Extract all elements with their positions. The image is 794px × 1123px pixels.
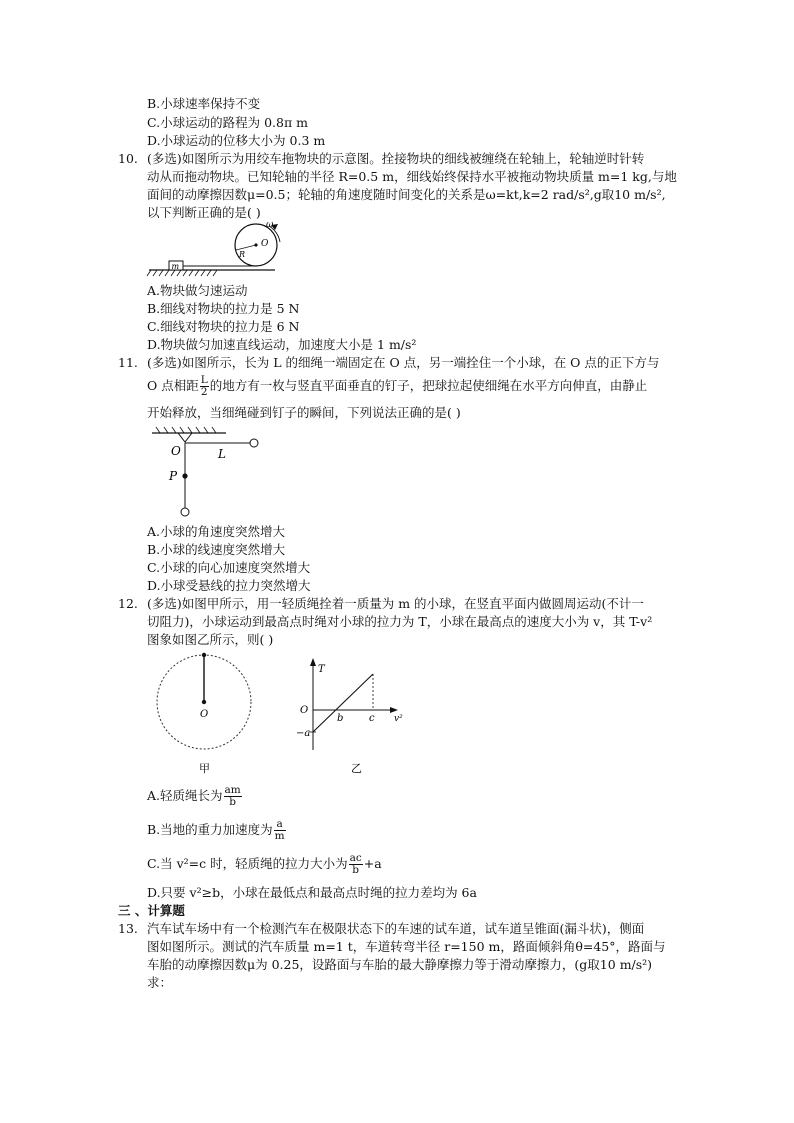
q10-stem-line1: (多选)如图所示为用绞车拖物块的示意图。拴接物块的细线被缠绕在轮轴上，轮轴逆时针转 bbox=[147, 151, 645, 166]
q11-line2-start: O 点相距 bbox=[147, 378, 199, 393]
q11-stem-line3: 开始释放，当细绳碰到钉子的瞬间，下列说法正确的是( ) bbox=[147, 405, 461, 420]
q10-option-d: D.物块做匀加速直线运动，加速度大小是 1 m/s² bbox=[147, 337, 417, 352]
q11-option-c: C.小球的向心加速度突然增大 bbox=[147, 560, 311, 575]
q12-option-a: A.轻质绳长为 $\frac{am}{b}$ bbox=[147, 784, 241, 808]
block-label: m bbox=[171, 262, 180, 271]
q10-stem-line4: 以下判断正确的是( ) bbox=[147, 205, 261, 220]
q10-option-a: A.物块做匀速运动 bbox=[147, 283, 248, 298]
ball-horizontal bbox=[250, 439, 258, 447]
q11-option-d: D.小球受悬线的拉力突然增大 bbox=[147, 578, 311, 593]
q11-fraction: $\frac{L}{2}$ bbox=[200, 374, 208, 398]
q12-option-d: D.只要 v²≥b，小球在最低点和最高点时绳的拉力差均为 6a bbox=[147, 885, 477, 900]
yi-v2-label: v² bbox=[394, 714, 403, 724]
jia-center-label: O bbox=[200, 709, 209, 720]
q10-stem-line3: 面间的动摩擦因数μ=0.5；轮轴的角速度随时间变化的关系是ω=kt,k=2 rad/s²,g取10 m/s², bbox=[147, 187, 666, 202]
section-heading: 三 、计算题 bbox=[118, 903, 185, 918]
q10-option-b: B.细线对物块的拉力是 5 N bbox=[147, 301, 300, 316]
figure-jia-yi bbox=[150, 650, 412, 778]
winch-diagram bbox=[145, 220, 305, 282]
q13-stem-line3: 车胎的动摩擦因数μ为 0.25，设路面与车胎的最大静摩擦力等于滑动摩擦力，(g取10 m/s²) bbox=[147, 957, 653, 972]
q11-number: 11. bbox=[118, 355, 138, 370]
q11-stem-line1: (多选)如图所示，长为 L 的细绳一端固定在 O 点，另一端拴住一个小球，在 O 点的正下方与 bbox=[147, 355, 660, 370]
q11-option-a: A.小球的角速度突然增大 bbox=[147, 524, 286, 539]
q10-stem-line2: 动从而拖动物块。已知轮轴的半径 R=0.5 m，细线始终保持水平被拖动物块质量 m=1 kg,与地 bbox=[147, 169, 677, 184]
q9-option-d: D.小球运动的位移大小为 0.3 m bbox=[147, 133, 326, 148]
radius-label: R bbox=[239, 250, 246, 259]
q9-option-c: C.小球运动的路程为 0.8π m bbox=[147, 115, 308, 130]
q12-stem-line2: 切阻力)，小球运动到最高点时绳对小球的拉力为 T，小球在最高点的速度大小为 v，其 T-v² bbox=[147, 614, 653, 629]
q12-number: 12. bbox=[118, 596, 138, 611]
ball-hanging bbox=[181, 508, 189, 516]
q12-option-b: B.当地的重力加速度为 $\frac{a}{m}$ bbox=[147, 818, 285, 842]
yi-c-label: c bbox=[369, 713, 375, 724]
q12-stem-line1: (多选)如图甲所示，用一轻质绳拴着一质量为 m 的小球，在竖直平面内做圆周运动(不计一 bbox=[147, 596, 644, 611]
q13-stem-line2: 图如图所示。测试的汽车质量 m=1 t，车道转弯半径 r=150 m，路面倾斜角θ=45°，路面与 bbox=[147, 939, 666, 954]
nail-p bbox=[182, 473, 187, 478]
q10-option-c: C.细线对物块的拉力是 6 N bbox=[147, 319, 300, 334]
q11-stem-line2 bbox=[147, 374, 647, 398]
q13-stem-line4: 求： bbox=[147, 975, 173, 990]
yi-neg-a-label: −a bbox=[296, 728, 311, 739]
q13-number: 13. bbox=[118, 921, 138, 936]
q11-option-b: B.小球的线速度突然增大 bbox=[147, 542, 286, 557]
q13-stem-line1: 汽车试车场中有一个检测汽车在极限状态下的车速的试车道，试车道呈锥面(漏斗状)，侧面 bbox=[147, 921, 645, 936]
yi-b-label: b bbox=[337, 713, 344, 724]
jia-caption: 甲 bbox=[199, 762, 210, 775]
omega-label: ω bbox=[266, 220, 274, 230]
q11-line2-end: 的地方有一枚与竖直平面垂直的钉子，把球拉起使细绳在水平方向伸直，由静止 bbox=[209, 378, 648, 393]
q12-option-c: C.当 v²=c 时，轻质绳的拉力大小为 $\frac{ac}{b}$ +a bbox=[147, 852, 382, 876]
yi-origin-label: O bbox=[300, 705, 309, 716]
center-label: O bbox=[261, 239, 269, 249]
q9-option-b: B.小球速率保持不变 bbox=[147, 96, 261, 111]
yi-t-label: T bbox=[318, 664, 325, 675]
point-p-label: P bbox=[169, 469, 178, 483]
point-o-label: O bbox=[171, 444, 181, 458]
q12-stem-line3: 图象如图乙所示，则( ) bbox=[147, 632, 274, 647]
pendulum-diagram bbox=[148, 425, 268, 523]
yi-caption: 乙 bbox=[351, 762, 362, 775]
length-label: L bbox=[218, 447, 226, 461]
q10-number: 10. bbox=[118, 151, 138, 166]
